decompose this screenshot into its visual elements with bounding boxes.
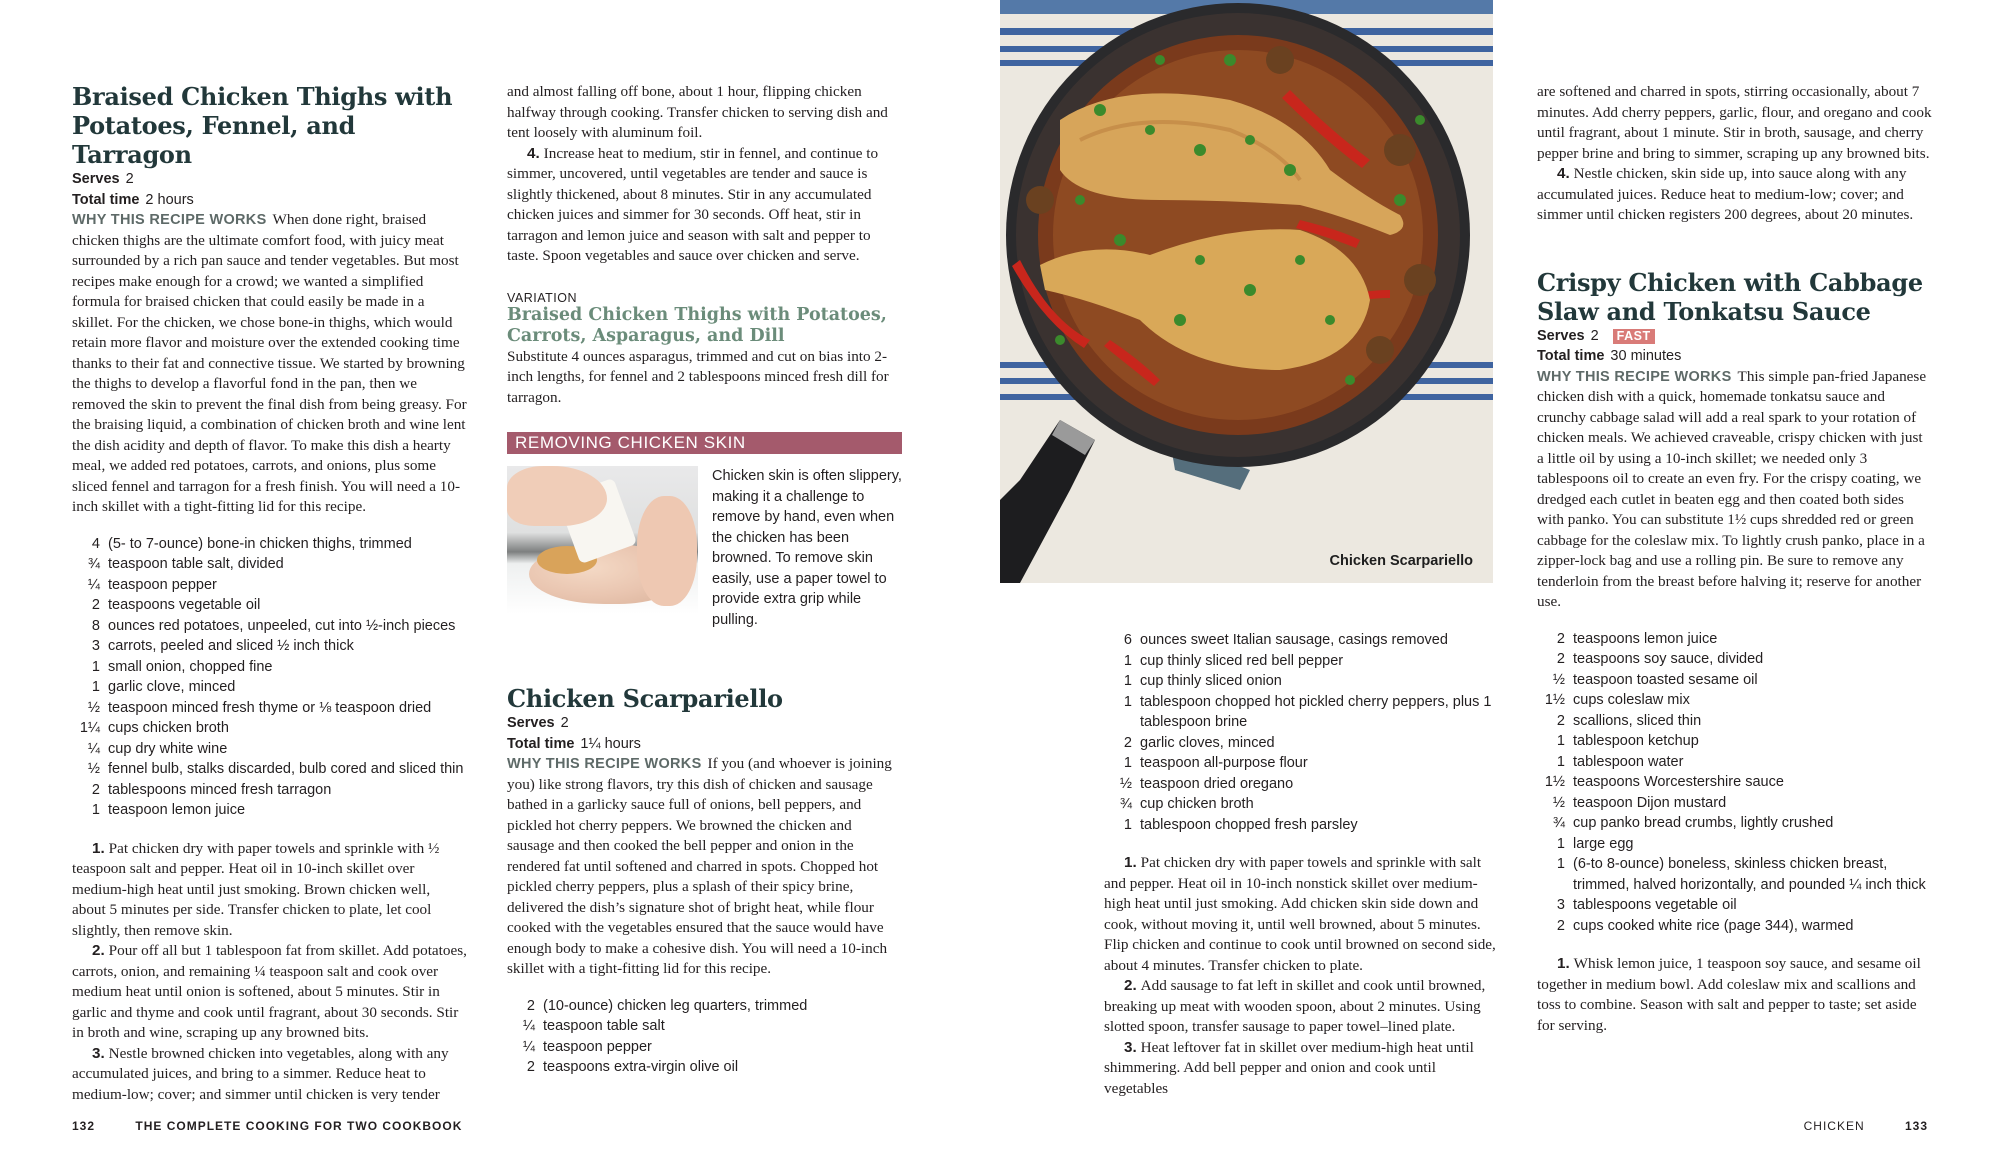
ingredient-item bbox=[507, 1057, 902, 1078]
variation-text: Substitute 4 ounces asparagus, trimmed and cut on bias into 2-inch lengths, for fennel and 2 tablespoons minced fresh dill for tarragon. bbox=[507, 347, 889, 406]
ingredient-item bbox=[507, 996, 902, 1017]
step-text: Nestle chicken, skin side up, into sauce along with any accumulated juices. Reduce heat to medium-low; cover; and simmer until chicken registers 200 degrees, about 20 minutes. bbox=[1537, 165, 1914, 223]
total-time-label: Total time bbox=[72, 191, 140, 208]
ingredient-item bbox=[1537, 731, 1932, 752]
total-time-label: Total time bbox=[1537, 348, 1605, 364]
serves-value: 2 bbox=[125, 171, 134, 187]
step-text: Nestle browned chicken into vegetables, along with any accumulated juices, and bring to a simmer. Reduce heat to medium-low; cover; and simmer until chicken is very tender bbox=[72, 1044, 449, 1103]
total-time-value: 30 minutes bbox=[1610, 348, 1682, 364]
ingredient-item bbox=[1537, 711, 1932, 732]
ingredient-list bbox=[1104, 630, 1499, 835]
step-text: Pour off all but 1 tablespoon fat from skillet. Add potatoes, carrots, onion, and remaining ¼ teaspoon salt and cook over medium heat until onion is softened, about 5 minutes. Stir in garlic and thyme and cook until fragrant, about 30 seconds. Stir in broth and wine, scraping up any browned bits. bbox=[72, 942, 467, 1041]
ingredient-item bbox=[507, 1037, 902, 1058]
ingredient-item bbox=[72, 800, 467, 821]
total-time-label: Total time bbox=[507, 735, 575, 752]
column-1 bbox=[72, 82, 467, 1105]
sidebar-heading: REMOVING CHICKEN SKIN bbox=[507, 432, 902, 454]
ingredient-text: teaspoons Worcestershire sauce bbox=[1573, 774, 1784, 790]
ingredient-quantity: 2 bbox=[1123, 734, 1132, 751]
ingredient-quantity: ¼ bbox=[522, 1018, 535, 1034]
variation bbox=[507, 291, 902, 409]
step-number: 2. bbox=[92, 942, 105, 959]
ingredient-text: cups chicken broth bbox=[108, 720, 229, 736]
ingredient-text: teaspoons vegetable oil bbox=[108, 597, 261, 613]
ingredient-item bbox=[1537, 834, 1932, 855]
ingredient-text: cup thinly sliced red bell pepper bbox=[1140, 652, 1344, 669]
fast-badge: FAST bbox=[1613, 329, 1655, 344]
page-number: 132 bbox=[72, 1119, 96, 1133]
ingredient-text: (6-to 8-ounce) boneless, skinless chicken breast, trimmed, halved horizontally, and pounded ¼ inch thick bbox=[1573, 856, 1926, 893]
step-number: 4. bbox=[527, 144, 540, 162]
ingredient-text: teaspoon toasted sesame oil bbox=[1573, 671, 1758, 688]
step-number: 1. bbox=[1124, 854, 1137, 871]
ingredient-text: tablespoon chopped hot pickled cherry peppers, plus 1 tablespoon brine bbox=[1140, 693, 1492, 730]
ingredient-text: teaspoons extra-virgin olive oil bbox=[543, 1059, 739, 1075]
ingredient-quantity: ¼ bbox=[87, 576, 100, 593]
ingredient-text: tablespoon water bbox=[1573, 753, 1684, 770]
serves-value: 2 bbox=[560, 715, 569, 731]
step-text: Whisk lemon juice, 1 teaspoon soy sauce, and sesame oil together in medium bowl. Add coleslaw mix and scallions and toss to combine. Season with salt and pepper to taste; set aside for serving. bbox=[1537, 955, 1921, 1034]
variation-label: VARIATION bbox=[507, 290, 578, 305]
steps bbox=[1537, 954, 1932, 1036]
recipe-title-crispy-chicken bbox=[1537, 268, 1932, 326]
ingredient-text: ounces sweet Italian sausage, casings removed bbox=[1140, 632, 1448, 648]
footer-left bbox=[72, 1119, 462, 1133]
ingredient-text: cups cooked white rice (page 344), warmed bbox=[1573, 917, 1854, 934]
ingredient-text: teaspoon pepper bbox=[543, 1038, 652, 1055]
title-line: Braised Chicken Thighs with bbox=[72, 82, 453, 111]
ingredient-item bbox=[72, 759, 467, 780]
ingredient-text: scallions, sliced thin bbox=[1573, 712, 1702, 729]
ingredient-item bbox=[1537, 649, 1932, 670]
ingredient-quantity: 1¼ bbox=[79, 720, 100, 736]
book-title: THE COMPLETE COOKING FOR TWO COOKBOOK bbox=[135, 1119, 463, 1133]
ingredient-item bbox=[72, 554, 467, 575]
ingredient-quantity: 1½ bbox=[1544, 774, 1565, 790]
ingredient-quantity: 1 bbox=[1556, 733, 1565, 749]
ingredient-quantity: 1 bbox=[1556, 753, 1565, 770]
ingredient-quantity: 3 bbox=[91, 638, 100, 654]
ingredient-quantity: 2 bbox=[1556, 712, 1565, 729]
why-label: WHY THIS RECIPE WORKS bbox=[507, 756, 702, 772]
ingredient-quantity: ½ bbox=[1552, 794, 1565, 811]
ingredient-quantity: ½ bbox=[1552, 671, 1565, 688]
ingredient-quantity: ¼ bbox=[87, 740, 100, 757]
why-label: WHY THIS RECIPE WORKS bbox=[72, 212, 267, 228]
chicken-scarpariello-photo bbox=[1000, 0, 1493, 583]
sidebar-body bbox=[507, 466, 902, 630]
why-label: WHY THIS RECIPE WORKS bbox=[1537, 368, 1732, 385]
step-text: Pat chicken dry with paper towels and sprinkle with salt and pepper. Heat oil in 10-inch nonstick skillet over medium-high heat until just smoking. Add chicken skin side down and cook, without moving it, until well browned, about 5 minutes. Flip chicken and continue to cook until browned on second side, about 4 minutes. Transfer chicken to plate. bbox=[1104, 854, 1496, 974]
ingredient-item bbox=[1537, 895, 1932, 916]
ingredient-quantity: 1 bbox=[1123, 816, 1132, 833]
step bbox=[1537, 954, 1932, 1036]
step-number: 1. bbox=[1557, 955, 1570, 972]
ingredient-item bbox=[1537, 629, 1932, 650]
total-time-row bbox=[1537, 346, 1932, 367]
ingredient-quantity: 2 bbox=[1556, 651, 1565, 667]
step-3-continued: are softened and charred in spots, stirring occasionally, about 7 minutes. Add cherry peppers, garlic, flour, and oregano and cook until fragrant, about 1 minute. Stir in broth, sausage, and cherry pepper brine and bring to simmer, scraping up any browned bits. bbox=[1537, 83, 1932, 162]
ingredient-item bbox=[1537, 772, 1932, 793]
ingredient-text: carrots, peeled and sliced ½ inch thick bbox=[108, 638, 354, 654]
ingredient-quantity: ¼ bbox=[522, 1038, 535, 1055]
ingredient-text: ounces red potatoes, unpeeled, cut into ½-inch pieces bbox=[108, 617, 456, 634]
ingredient-item bbox=[1104, 774, 1499, 795]
ingredient-item bbox=[72, 534, 467, 555]
recipe-title-braised-chicken bbox=[72, 82, 467, 169]
step bbox=[72, 839, 467, 942]
step bbox=[1104, 853, 1499, 976]
ingredient-item bbox=[72, 575, 467, 596]
step-4 bbox=[1537, 164, 1932, 226]
ingredient-quantity: 1 bbox=[91, 679, 100, 695]
ingredient-text: (10-ounce) chicken leg quarters, trimmed bbox=[543, 997, 808, 1014]
step-number: 3. bbox=[92, 1044, 105, 1062]
ingredient-quantity: 2 bbox=[526, 1059, 535, 1075]
why-this-recipe-works bbox=[72, 210, 467, 518]
ingredient-item bbox=[72, 636, 467, 657]
step-number: 4. bbox=[1557, 165, 1570, 182]
ingredient-quantity: 2 bbox=[91, 597, 100, 613]
step-4 bbox=[507, 144, 902, 267]
ingredient-list bbox=[1537, 629, 1932, 937]
ingredient-quantity: 1 bbox=[1123, 652, 1132, 669]
ingredient-quantity: 1 bbox=[1556, 835, 1565, 852]
total-time-row bbox=[72, 190, 467, 211]
total-time-value: 1¼ hours bbox=[580, 735, 641, 752]
serves-row bbox=[1537, 326, 1932, 347]
page-number: 133 bbox=[1904, 1119, 1928, 1133]
ingredient-quantity: ½ bbox=[1119, 775, 1132, 792]
ingredient-text: cup chicken broth bbox=[1140, 796, 1254, 812]
ingredient-item bbox=[1537, 854, 1932, 895]
ingredient-item bbox=[507, 1016, 902, 1037]
ingredient-item bbox=[1104, 733, 1499, 754]
serves-label: Serves bbox=[507, 715, 555, 731]
ingredient-item bbox=[1537, 813, 1932, 834]
title-line: Slaw and Tonkatsu Sauce bbox=[1537, 296, 1871, 326]
ingredient-text: cup thinly sliced onion bbox=[1140, 673, 1282, 689]
why-this-recipe-works bbox=[507, 754, 902, 980]
serves-row bbox=[72, 169, 467, 190]
photo-caption: Chicken Scarpariello bbox=[1329, 553, 1473, 569]
total-time-row bbox=[507, 734, 902, 755]
title-line: Crispy Chicken with Cabbage bbox=[1537, 267, 1923, 297]
title-line: Potatoes, Fennel, and Tarragon bbox=[72, 111, 356, 169]
serves-label: Serves bbox=[72, 171, 120, 187]
ingredient-text: (5- to 7-ounce) bone-in chicken thighs, trimmed bbox=[108, 535, 412, 552]
ingredient-quantity: 3 bbox=[1556, 897, 1565, 913]
why-text: If you (and whoever is joining you) like strong flavors, try this dish of chicken and sausage bathed in a garlicky sauce full of onions, bell peppers, and pickled hot cherry peppers. We browned the chicken and sausage and then cooked the bell pepper and onion in the rendered fat until softened and charred in spots. Chopped hot pickled cherry peppers, plus a splash of their spicy brine, delivered the dish’s signature shot of bright heat, while flour cooked with the vegetables ensured that the sauce would have enough body to make a cohesive dish. You will need a 10-inch skillet with a tight-fitting lid for this recipe. bbox=[507, 755, 892, 977]
ingredient-text: teaspoon table salt bbox=[543, 1018, 665, 1034]
step bbox=[72, 941, 467, 1044]
ingredient-text: teaspoon table salt, divided bbox=[108, 556, 284, 572]
why-this-recipe-works bbox=[1537, 367, 1932, 613]
ingredient-item bbox=[1104, 630, 1499, 651]
step-3-continued: and almost falling off bone, about 1 hour, flipping chicken halfway through cooking. Transfer chicken to serving dish and tent loosely with aluminum foil. bbox=[507, 83, 888, 141]
chicken-skin-photo bbox=[507, 466, 698, 614]
column-2 bbox=[507, 82, 902, 1075]
ingredient-quantity: ¾ bbox=[1552, 815, 1565, 831]
ingredient-text: tablespoon chopped fresh parsley bbox=[1140, 816, 1358, 833]
ingredient-text: teaspoons lemon juice bbox=[1573, 630, 1718, 647]
ingredient-quantity: 6 bbox=[1123, 632, 1132, 648]
ingredient-item bbox=[72, 739, 467, 760]
total-time-value: 2 hours bbox=[145, 191, 194, 208]
why-text: When done right, braised chicken thighs are the ultimate comfort food, with juicy meat surrounded by a rich pan sauce and tender vegetables. But most recipes make enough for a crowd; we wanted a simplified formula for braised chicken that could easily be made in a skillet. For the chicken, we chose bone-in thighs, which would retain more flavor and moisture over the extended cooking time thanks to their fat and connective tissue. We started by browning the thighs to develop a flavorful fond in the pan, then we removed the skin to prevent the final dish from being greasy. For the braising liquid, a combination of chicken broth and wine lent the dish acidity and depth of flavor. To make this dish a hearty meal, we added red potatoes, carrots, and onions, plus some sliced fennel and tarragon for a fresh finish. You will need a 10-inch skillet with a tight-fitting lid for this recipe. bbox=[72, 211, 467, 515]
footer-right bbox=[1804, 1119, 1928, 1133]
ingredient-quantity: 8 bbox=[91, 617, 100, 634]
steps bbox=[1104, 853, 1499, 1099]
ingredient-item bbox=[1104, 671, 1499, 692]
ingredient-quantity: 1 bbox=[1123, 673, 1132, 689]
ingredient-quantity: 1½ bbox=[1544, 692, 1565, 708]
ingredient-text: garlic clove, minced bbox=[108, 679, 236, 695]
step-text: Heat leftover fat in skillet over medium-high heat until shimmering. Add bell pepper and onion and cook until vegetables bbox=[1104, 1038, 1474, 1097]
step-number: 1. bbox=[92, 839, 105, 857]
ingredient-text: tablespoon ketchup bbox=[1573, 733, 1699, 749]
ingredient-item bbox=[72, 718, 467, 739]
ingredient-text: tablespoons minced fresh tarragon bbox=[108, 781, 332, 798]
ingredient-quantity: ½ bbox=[87, 761, 100, 777]
ingredient-item bbox=[1537, 793, 1932, 814]
step bbox=[1104, 976, 1499, 1038]
ingredient-quantity: 1 bbox=[1556, 856, 1565, 872]
ingredient-item bbox=[72, 595, 467, 616]
sidebar-removing-chicken-skin bbox=[507, 432, 902, 630]
step bbox=[1104, 1038, 1499, 1100]
ingredient-quantity: 2 bbox=[1556, 917, 1565, 934]
ingredient-quantity: 1 bbox=[1123, 693, 1132, 710]
ingredient-item bbox=[1537, 690, 1932, 711]
ingredient-text: cup panko bread crumbs, lightly crushed bbox=[1573, 815, 1834, 831]
ingredient-text: teaspoon dried oregano bbox=[1140, 775, 1294, 792]
step bbox=[72, 1044, 467, 1106]
serves-label: Serves bbox=[1537, 327, 1585, 344]
column-3 bbox=[1104, 630, 1499, 1099]
ingredient-quantity: ¾ bbox=[87, 556, 100, 572]
ingredient-list bbox=[72, 534, 467, 821]
ingredient-quantity: ½ bbox=[87, 699, 100, 716]
ingredient-quantity: 4 bbox=[91, 535, 100, 552]
ingredient-item bbox=[1104, 692, 1499, 733]
ingredient-list bbox=[507, 996, 902, 1078]
ingredient-text: teaspoons soy sauce, divided bbox=[1573, 651, 1764, 667]
variation-title: Braised Chicken Thighs with Potatoes, Carrots, Asparagus, and Dill bbox=[507, 304, 887, 346]
ingredient-item bbox=[72, 780, 467, 801]
ingredient-item bbox=[1104, 794, 1499, 815]
step-text: Add sausage to fat left in skillet and cook until browned, breaking up meat with wooden spoon, about 2 minutes. Using slotted spoon, transfer sausage to paper towel–lined plate. bbox=[1104, 977, 1486, 1035]
ingredient-quantity: 1 bbox=[1123, 755, 1132, 771]
recipe-crispy-chicken bbox=[1537, 268, 1932, 1037]
step-number: 2. bbox=[1124, 977, 1137, 994]
ingredient-text: garlic cloves, minced bbox=[1140, 734, 1275, 751]
ingredient-text: teaspoon pepper bbox=[108, 576, 217, 593]
step-text: Pat chicken dry with paper towels and sprinkle with ½ teaspoon salt and pepper. Heat oil in 10-inch skillet over medium-high heat until just smoking. Brown chicken well, about 5 minutes per side. Transfer chicken to plate, let cool slightly, then remove skin. bbox=[72, 839, 440, 939]
sidebar-text: Chicken skin is often slippery, making it a challenge to remove by hand, even when the chicken has been browned. To remove skin easily, use a paper towel to provide extra grip while pulling. bbox=[712, 468, 902, 628]
ingredient-item bbox=[72, 657, 467, 678]
ingredient-item bbox=[72, 698, 467, 719]
ingredient-text: large egg bbox=[1573, 835, 1634, 852]
ingredient-item bbox=[72, 616, 467, 637]
recipe-title-chicken-scarpariello: Chicken Scarpariello bbox=[507, 684, 783, 713]
ingredient-quantity: ¾ bbox=[1119, 796, 1132, 812]
ingredient-quantity: 2 bbox=[91, 781, 100, 798]
ingredient-item bbox=[72, 677, 467, 698]
recipe-chicken-scarpariello bbox=[507, 684, 902, 1078]
steps bbox=[72, 839, 467, 1106]
ingredient-text: cups coleslaw mix bbox=[1573, 692, 1690, 708]
step-number: 3. bbox=[1124, 1038, 1137, 1056]
ingredient-quantity: 1 bbox=[91, 802, 100, 818]
step-text: Increase heat to medium, stir in fennel, and continue to simmer, uncovered, until vegetables are tender and sauce is slightly thickened, about 8 minutes. Stir in any accumulated chicken juices and simmer for 30 seconds. Off heat, stir in tarragon and lemon juice and season with salt and pepper to taste. Spoon vegetables and sauce over chicken and serve. bbox=[507, 144, 879, 264]
ingredient-text: teaspoon Dijon mustard bbox=[1573, 794, 1727, 811]
ingredient-item bbox=[1537, 752, 1932, 773]
ingredient-text: small onion, chopped fine bbox=[108, 658, 273, 675]
ingredient-text: cup dry white wine bbox=[108, 740, 228, 757]
ingredient-text: teaspoon all-purpose flour bbox=[1140, 755, 1308, 771]
ingredient-text: fennel bulb, stalks discarded, bulb cored and sliced thin bbox=[108, 761, 464, 777]
ingredient-quantity: 2 bbox=[1556, 630, 1565, 647]
column-4 bbox=[1537, 82, 1932, 1036]
serves-row bbox=[507, 713, 902, 734]
ingredient-quantity: 2 bbox=[526, 997, 535, 1014]
ingredient-text: teaspoon lemon juice bbox=[108, 802, 246, 818]
ingredient-item bbox=[1537, 670, 1932, 691]
ingredient-item bbox=[1537, 916, 1932, 937]
ingredient-item bbox=[1104, 753, 1499, 774]
ingredient-item bbox=[1104, 815, 1499, 836]
ingredient-text: tablespoons vegetable oil bbox=[1573, 897, 1737, 913]
section-name: CHICKEN bbox=[1803, 1119, 1865, 1133]
skillet-photo-illustration bbox=[1000, 0, 1493, 583]
serves-value: 2 bbox=[1590, 327, 1599, 344]
ingredient-item bbox=[1104, 651, 1499, 672]
ingredient-text: teaspoon minced fresh thyme or ⅛ teaspoon dried bbox=[108, 699, 432, 716]
why-text: This simple pan-fried Japanese chicken dish with a quick, homemade tonkatsu sauce and crunchy cabbage salad will add a real spark to your rotation of chicken meals. We achieved craveable, crispy chicken with just a little oil by using a 10-inch skillet; we needed only 3 tablespoons oil to create an even fry. For the crispy coating, we dredged each cutlet in beaten egg and then coated both sides with panko. You can substitute 1½ cups shredded red or green cabbage for the coleslaw mix. To lightly crush panko, place in a zipper-lock bag and use a rolling pin. Be sure to remove any tenderloin from the breast before halving it; reserve for another use. bbox=[1537, 367, 1927, 610]
ingredient-quantity: 1 bbox=[91, 658, 100, 675]
